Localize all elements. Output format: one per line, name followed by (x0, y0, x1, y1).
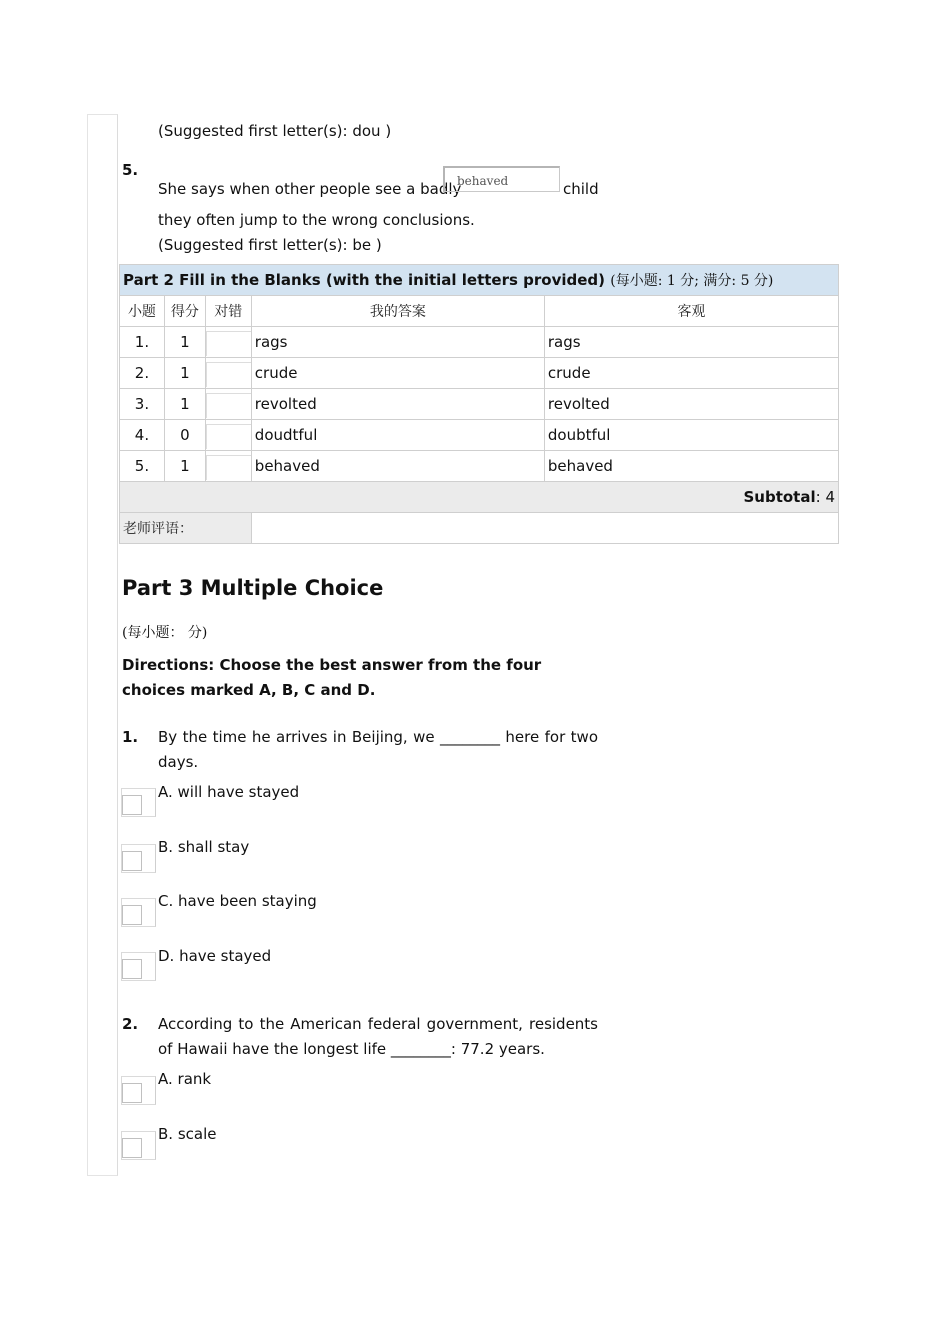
question-number: 2. (122, 1015, 139, 1033)
row-score: 1 (164, 451, 205, 482)
mark-indicator (206, 362, 251, 387)
column-header-item: 小题 (120, 296, 165, 327)
question-hint: (Suggested first letter(s): be ) (158, 236, 382, 254)
table-row (120, 451, 839, 482)
question-text-before-blank: She says when other people see a badly (158, 180, 462, 198)
row-number: 5. (120, 451, 165, 482)
option-label: B. shall stay (158, 838, 250, 856)
teacher-comment-label: 老师评语： (120, 513, 252, 544)
part3-scoring: (每小题： 分) (122, 625, 208, 641)
option-label: A. rank (158, 1070, 212, 1088)
mark-indicator (206, 393, 251, 418)
question-text: According to the American federal government, residents of Hawaii have the longest life ________: 77.2 years. (158, 1015, 598, 1058)
row-score: 0 (164, 420, 205, 451)
row-mark (205, 358, 251, 389)
column-header-my-answer: 我的答案 (251, 296, 544, 327)
question-text-line2: they often jump to the wrong conclusions. (158, 211, 475, 229)
answer-blank-input[interactable]: behaved (443, 166, 560, 192)
option-radio[interactable] (121, 898, 156, 927)
part3-title: Part 3 Multiple Choice (122, 576, 384, 600)
subtotal-label: Subtotal (743, 488, 816, 506)
row-number: 2. (120, 358, 165, 389)
question-number: 5. (122, 161, 139, 179)
part2-title: Part 2 Fill in the Blanks (with the initial letters provided) (123, 271, 606, 289)
option-radio[interactable] (121, 952, 156, 981)
row-mark (205, 389, 251, 420)
row-my-answer: behaved (251, 451, 544, 482)
teacher-comment-value (251, 513, 838, 544)
checkbox-icon (122, 795, 142, 815)
option-radio[interactable] (121, 788, 156, 817)
checkbox-icon (122, 1138, 142, 1158)
mark-indicator (206, 455, 251, 480)
left-margin-rail (87, 114, 118, 1176)
checkbox-icon (122, 1083, 142, 1103)
column-header-score: 得分 (164, 296, 205, 327)
row-number: 1. (120, 327, 165, 358)
row-mark (205, 420, 251, 451)
subtotal-cell (120, 482, 839, 513)
option-label: D. have stayed (158, 947, 272, 965)
row-my-answer: crude (251, 358, 544, 389)
checkbox-icon (122, 851, 142, 871)
part3-directions: Directions: Choose the best answer from the four choices marked A, B, C and D. (122, 656, 542, 699)
option-label: C. have been staying (158, 892, 317, 910)
mark-indicator (206, 424, 251, 449)
row-key-answer: crude (544, 358, 838, 389)
column-header-key: 客观 (544, 296, 838, 327)
table-row (120, 389, 839, 420)
question-number: 1. (122, 728, 139, 746)
table-row (120, 358, 839, 389)
row-key-answer: doubtful (544, 420, 838, 451)
row-key-answer: behaved (544, 451, 838, 482)
row-my-answer: revolted (251, 389, 544, 420)
checkbox-icon (122, 959, 142, 979)
row-score: 1 (164, 358, 205, 389)
previous-question-hint: (Suggested first letter(s): dou ) (158, 122, 392, 140)
question-text: By the time he arrives in Beijing, we ________ here for two days. (158, 728, 598, 771)
row-my-answer: rags (251, 327, 544, 358)
question-text-after-blank: child (563, 180, 599, 198)
row-score: 1 (164, 327, 205, 358)
column-header-row (120, 296, 839, 327)
part2-scoring: (每小题: 1 分; 满分: 5 分) (610, 273, 774, 289)
row-key-answer: rags (544, 327, 838, 358)
table-row (120, 420, 839, 451)
part2-header-row (120, 265, 839, 296)
checkbox-icon (122, 905, 142, 925)
option-label: B. scale (158, 1125, 217, 1143)
subtotal-value: : 4 (815, 488, 835, 506)
row-mark (205, 327, 251, 358)
teacher-comment-row (120, 513, 839, 544)
subtotal-row (120, 482, 839, 513)
row-number: 4. (120, 420, 165, 451)
part2-results-table (119, 264, 839, 544)
row-my-answer: doudtful (251, 420, 544, 451)
row-key-answer: revolted (544, 389, 838, 420)
option-radio[interactable] (121, 844, 156, 873)
option-radio[interactable] (121, 1076, 156, 1105)
row-mark (205, 451, 251, 482)
mark-indicator (206, 331, 251, 356)
row-number: 3. (120, 389, 165, 420)
row-score: 1 (164, 389, 205, 420)
part2-title-cell (120, 265, 839, 296)
option-radio[interactable] (121, 1131, 156, 1160)
column-header-correct: 对错 (205, 296, 251, 327)
table-row (120, 327, 839, 358)
option-label: A. will have stayed (158, 783, 300, 801)
